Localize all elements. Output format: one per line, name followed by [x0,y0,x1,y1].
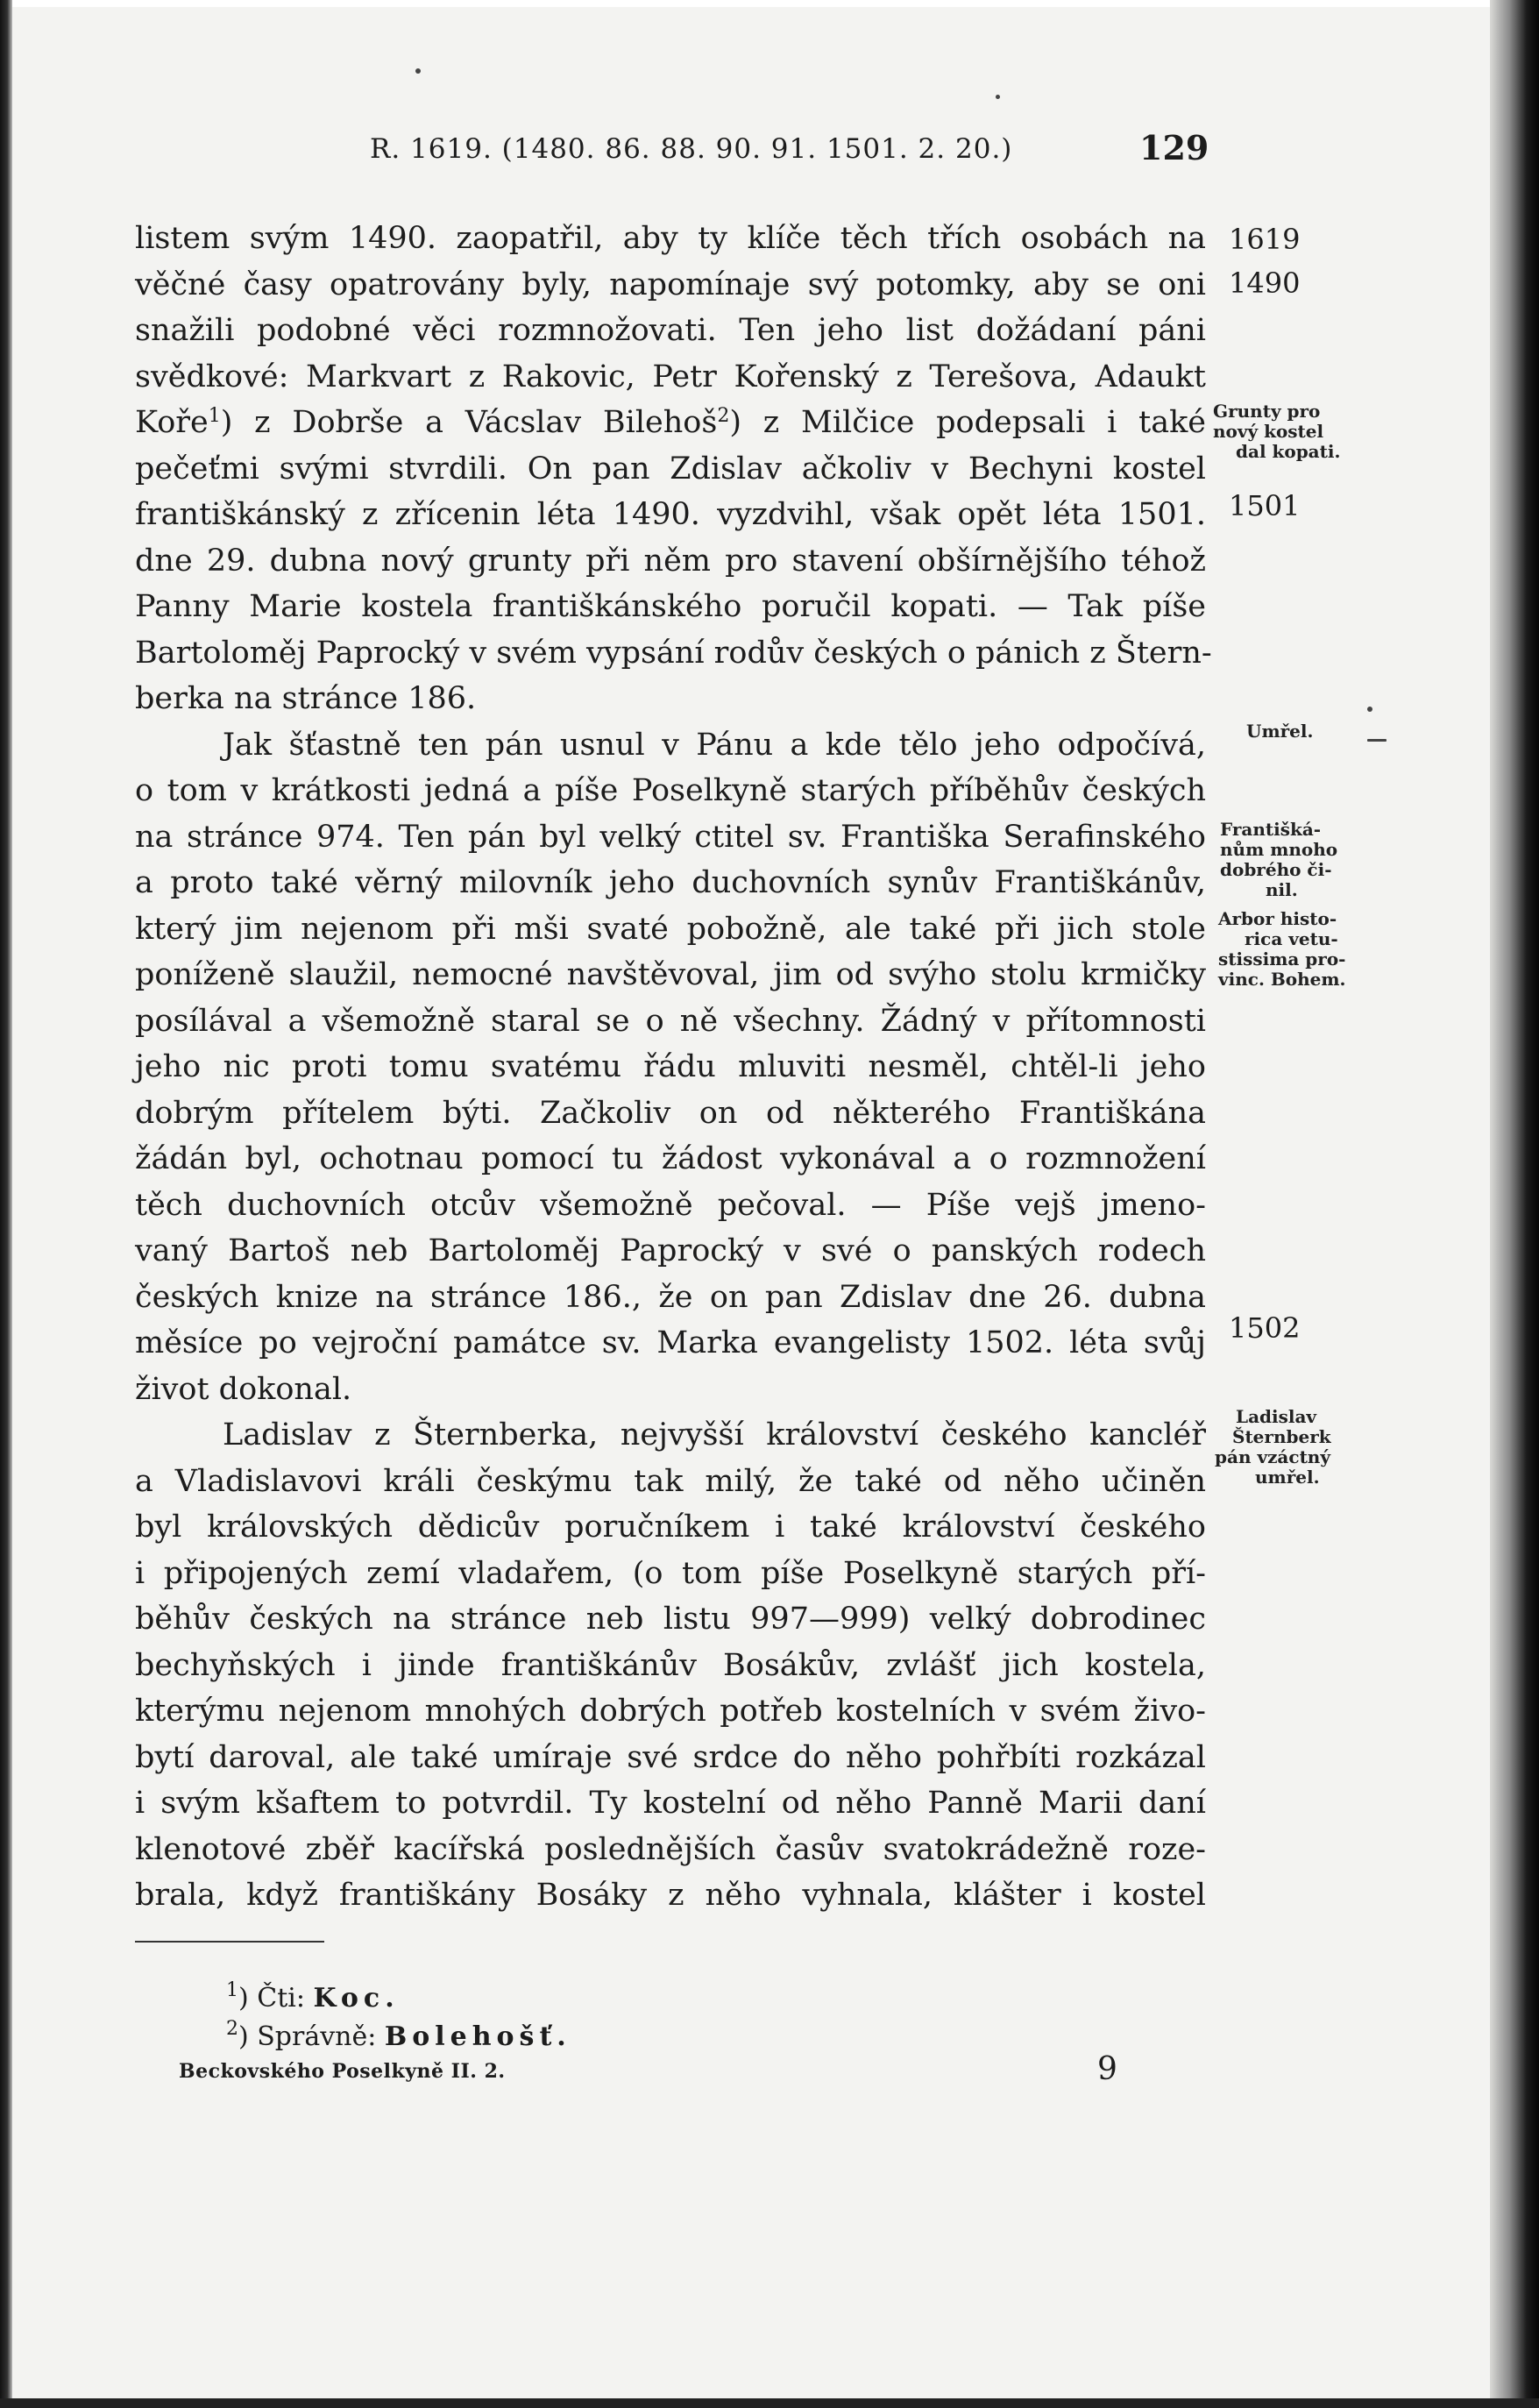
margin-note-umrel [1246,721,1313,742]
margin-note-grunty [1213,401,1341,462]
body-line: o tom v krátkosti jedná a píše Poselkyně starých příběhův českých [135,773,1206,808]
body-line: svědkové: Markvart z Rakovic, Petr Kořenský z Terešova, Adaukt [135,359,1206,394]
signature-number: 9 [1097,2051,1117,2087]
margin-year: 1501 [1229,489,1301,522]
body-line: a proto také věrný milovník jeho duchovních synův Františkánův, [135,865,1206,900]
body-line: snažili podobné věci rozmnožovati. Ten jeho list dožádaní páni [135,313,1206,348]
scan-speck [996,95,1000,99]
margin-note-line: Ladislav [1236,1406,1317,1427]
body-line: byl královských dědicův poručníkem i také království českého [135,1509,1206,1545]
body-line: českých knize na stránce 186., že on pan Zdislav dne 26. dubna [135,1279,1206,1315]
body-line: dne 29. dubna nový grunty při něm pro stavení obšírnějšího téhož [135,543,1206,579]
footnote-mark: 2 [226,2018,238,2040]
body-line: poníženě slaužil, nemocné navštěvoval, jim od svýho stolu krmičky [135,957,1206,992]
body-line: i připojených zemí vladařem, (o tom píše Poselkyně starých pří- [135,1555,1206,1591]
body-line: život dokonal. [135,1371,352,1407]
footnote-ref: 1 [208,405,221,427]
body-line: brala, když františkány Bosáky z něho vyhnala, klášter i kostel [135,1878,1206,1913]
page-edge-right [1490,0,1539,2408]
footnote-2 [226,2018,571,2052]
margin-note-line: dal kopati. [1236,441,1341,462]
body-line [135,400,1206,446]
body-line: klenotové zběř kacířská poslednějších časův svatokrádežně roze- [135,1831,1206,1867]
body-line: měsíce po vejroční památce sv. Marka evangelisty 1502. léta svůj [135,1325,1206,1360]
margin-note-arbor [1218,909,1346,990]
printer-signature: Beckovského Poselkyně II. 2. [179,2060,506,2083]
page-header [131,128,1209,177]
margin-note-line: Šternberk [1232,1426,1331,1447]
footnote-term: Bolehošť. [384,2021,571,2052]
margin-note-line: nový kostel [1213,421,1324,442]
body-line: Bartoloměj Paprocký v svém vypsání rodův českých o pánich z Štern- [135,635,1212,671]
body-line: i svým kšaftem to potvrdil. Ty kostelní od něho Panně Marii daní [135,1786,1206,1821]
body-line: dobrým přítelem býti. Začkoliv on od některého Františkána [135,1095,1206,1131]
margin-year: 1502 [1229,1311,1301,1345]
margin-note-line: nům mnoho [1220,839,1338,860]
margin-note-line: dobrého či- [1220,859,1332,880]
footnote-ref: 2 [717,405,730,427]
margin-note-line: vinc. Bohem. [1218,969,1346,990]
body-line: bechyňských i jinde františkánův Bosákův, zvlášť jich kostela, [135,1647,1206,1683]
footnote-mark: 1 [226,1979,238,2001]
body-line: berka na stránce 186. [135,681,477,716]
body-line: žádán byl, ochotnau pomocí tu žádost vykonával a o rozmnožení [135,1141,1206,1176]
body-line: Jak šťastně ten pán usnul v Pánu a kde tělo jeho odpočívá, [223,727,1206,763]
page-number: 129 [1139,128,1209,167]
running-head: R. 1619. (1480. 86. 88. 90. 91. 1501. 2. 20.) [370,133,1013,165]
margin-year: 1490 [1229,266,1301,300]
margin-note-line: Grunty pro [1213,401,1321,422]
footnote-label: ) Čti: [238,1983,314,2014]
body-line: vaný Bartoš neb Bartoloměj Paprocký v své o panských rodech [135,1233,1206,1268]
body-line: jeho nic proti tomu svatému řádu mluviti nesměl, chtěl-li jeho [135,1049,1206,1084]
body-line-segment: ) z Dobrše a Vácslav Bilehoš [220,405,718,440]
footnote-1 [226,1979,400,2014]
page-edge-bottom [0,2398,1539,2408]
margin-note-line: rica vetu- [1245,928,1338,949]
margin-note-line: Umřel. [1246,721,1314,742]
body-line: věčné časy opatrovány byly, napomínaje svý potomky, aby se oni [135,266,1206,302]
margin-year: 1619 [1229,223,1301,256]
margin-note-line: pán vzáctný [1215,1446,1330,1467]
scan-speck [415,68,421,74]
body-line: na stránce 974. Ten pán byl velký ctitel sv. Františka Serafinského [135,819,1206,855]
scan-speck [1367,739,1387,742]
margin-note-line: stissima pro- [1218,948,1346,970]
margin-note-line: umřel. [1255,1467,1320,1488]
body-line: Ladislav z Šternberka, nejvyšší království českého kancléř [223,1417,1206,1453]
body-text [135,216,1212,1919]
body-line: pečeťmi svými stvrdili. On pan Zdislav ačkoliv v Bechyni kostel [135,451,1206,487]
body-line-segment: Koře [135,405,209,440]
margin-note-line: Arbor histo- [1218,908,1337,929]
scan-speck [1367,707,1372,712]
margin-note-frantiskanum [1220,820,1337,900]
body-line: který jim nejenom při mši svaté pobožně, ale také při jich stole [135,911,1206,947]
page-edge-left [0,0,12,2408]
margin-note-line: Františká- [1220,819,1322,840]
body-line: kterýmu nejenom mnohých dobrých potřeb kostelních v svém živo- [135,1694,1206,1729]
body-line: Panny Marie kostela františkánského poručil kopati. — Tak píše [135,589,1206,624]
body-line: a Vladislavovi králi českýmu tak milý, že také od něho učiněn [135,1463,1206,1499]
margin-note-line: nil. [1266,879,1298,900]
footnote-rule [135,1941,324,1943]
footnote-label: ) Správně: [238,2021,385,2052]
body-line: těch duchovních otcův všemožně pečoval. — Píše vejš jmeno- [135,1187,1206,1223]
body-line: posílával a všemožně staral se o ně všechny. Žádný v přítomnosti [135,1003,1206,1039]
body-line: listem svým 1490. zaopatřil, aby ty klíče těch třích osobách na [135,221,1206,256]
body-line: františkánský z zřícenin léta 1490. vyzdvihl, však opět léta 1501. [135,497,1206,532]
body-line: běhův českých na stránce neb listu 997—999) velký dobrodinec [135,1602,1206,1637]
body-line-segment: ) z Milčice podepsali i také [729,405,1206,440]
body-line: bytí daroval, ale také umíraje své srdce do něho pohřbíti rozkázal [135,1739,1206,1775]
footnote-term: Koc. [313,1983,400,2014]
margin-note-ladislav [1215,1407,1330,1488]
